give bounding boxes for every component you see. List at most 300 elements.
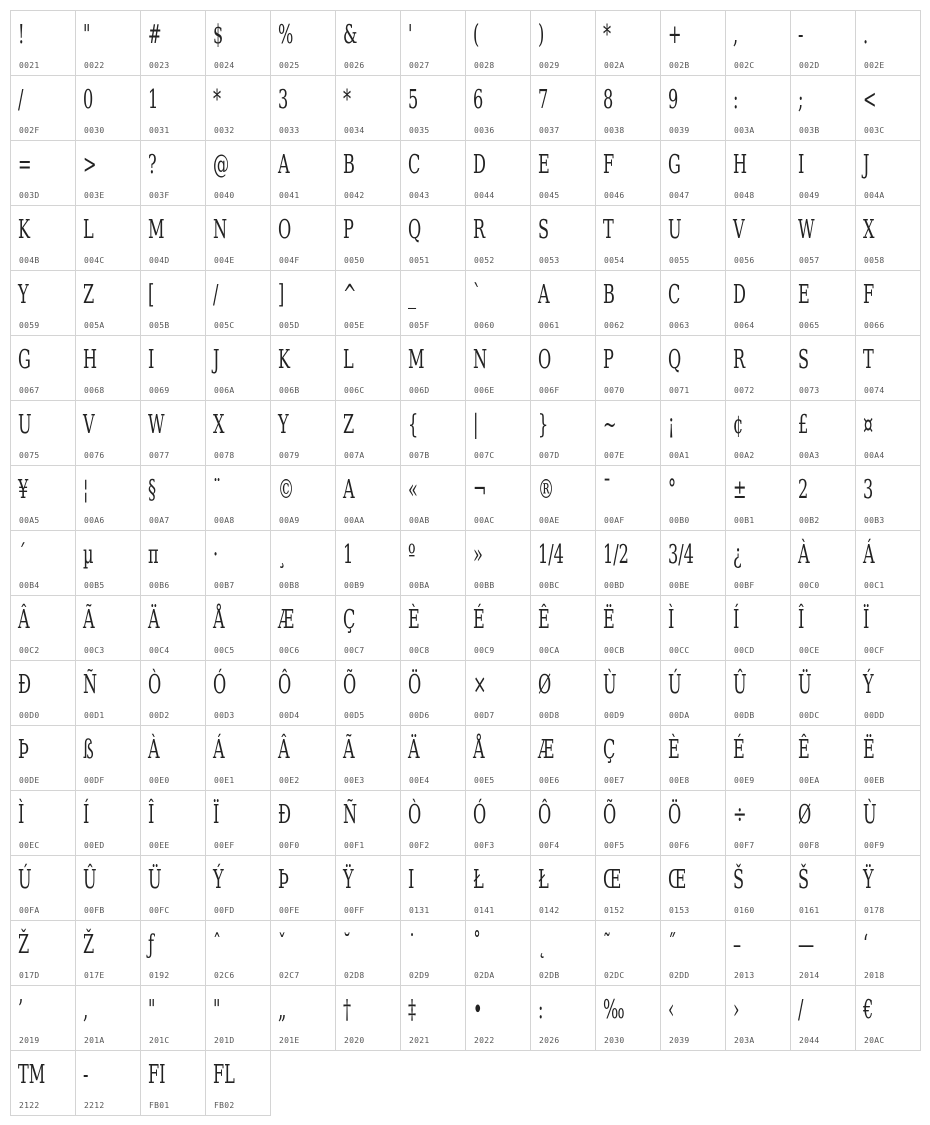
glyph-codepoint-label: 0131: [409, 906, 430, 915]
glyph-cell: [465, 270, 531, 336]
glyph-codepoint-label: 00EE: [149, 841, 170, 850]
glyph-cell: [530, 985, 596, 1051]
glyph-cell: [75, 725, 141, 791]
glyph-sample: Ò: [148, 670, 162, 700]
glyph-cell: [725, 205, 791, 271]
glyph-codepoint-label: 0063: [669, 321, 690, 330]
glyph-codepoint-label: 0060: [474, 321, 495, 330]
glyph-codepoint-label: 00BB: [474, 581, 495, 590]
glyph-cell: [10, 790, 76, 856]
glyph-sample: ·: [213, 540, 219, 570]
glyph-cell: [335, 530, 401, 596]
glyph-cell: [335, 920, 401, 986]
glyph-codepoint-label: 0077: [149, 451, 170, 460]
glyph-sample: Ø: [538, 670, 552, 700]
glyph-sample: %: [278, 20, 294, 50]
glyph-cell: [465, 335, 531, 401]
glyph-cell: [10, 595, 76, 661]
glyph-sample: Ì: [18, 800, 25, 830]
glyph-cell: [140, 985, 206, 1051]
glyph-cell: [75, 465, 141, 531]
glyph-codepoint-label: 02DA: [474, 971, 495, 980]
glyph-sample: ;: [798, 85, 804, 115]
glyph-codepoint-label: 00C8: [409, 646, 430, 655]
glyph-sample: 6: [473, 85, 484, 115]
glyph-sample: Š: [798, 865, 810, 895]
glyph-cell: [725, 270, 791, 336]
glyph-cell: [75, 530, 141, 596]
glyph-codepoint-label: 00A5: [19, 516, 40, 525]
glyph-sample: ƒ: [148, 930, 154, 960]
glyph-cell: [75, 400, 141, 466]
glyph-cell: [595, 335, 661, 401]
glyph-codepoint-label: 0031: [149, 126, 170, 135]
glyph-codepoint-label: 0192: [149, 971, 170, 980]
glyph-codepoint-label: 203A: [734, 1036, 755, 1045]
glyph-cell: [270, 855, 336, 921]
glyph-cell: [660, 790, 726, 856]
glyph-codepoint-label: 201A: [84, 1036, 105, 1045]
glyph-sample: Î: [148, 800, 155, 830]
glyph-sample: |: [473, 410, 479, 440]
glyph-codepoint-label: 2021: [409, 1036, 430, 1045]
glyph-codepoint-label: 0040: [214, 191, 235, 200]
glyph-sample: †: [343, 995, 352, 1025]
glyph-sample: 7: [538, 85, 549, 115]
glyph-codepoint-label: 004A: [864, 191, 885, 200]
glyph-codepoint-label: 00FD: [214, 906, 235, 915]
glyph-cell: [400, 75, 466, 141]
glyph-cell: [595, 530, 661, 596]
glyph-sample: ˚: [473, 930, 482, 960]
glyph-codepoint-label: 00B4: [19, 581, 40, 590]
glyph-cell: [465, 205, 531, 271]
glyph-sample: Ó: [473, 800, 487, 830]
glyph-cell: [205, 465, 271, 531]
glyph-sample: ‰: [603, 995, 625, 1025]
glyph-cell: [140, 205, 206, 271]
glyph-cell: [140, 400, 206, 466]
glyph-sample: Ÿ: [863, 865, 874, 895]
glyph-sample: 8: [603, 85, 614, 115]
glyph-sample: *: [343, 85, 352, 115]
glyph-cell: [465, 530, 531, 596]
glyph-codepoint-label: 00F0: [279, 841, 300, 850]
glyph-sample: Á: [863, 540, 875, 570]
glyph-codepoint-label: 00B5: [84, 581, 105, 590]
glyph-sample: U: [18, 410, 32, 440]
glyph-codepoint-label: 00C6: [279, 646, 300, 655]
glyph-sample: I: [408, 865, 415, 895]
glyph-codepoint-label: 00E7: [604, 776, 625, 785]
glyph-sample: 3: [278, 85, 289, 115]
glyph-cell: [140, 790, 206, 856]
glyph-sample: Â: [18, 605, 30, 635]
glyph-sample: ": [83, 20, 91, 50]
glyph-cell: [725, 725, 791, 791]
glyph-sample: {: [408, 410, 419, 440]
glyph-cell: [530, 725, 596, 791]
glyph-sample: D: [473, 150, 486, 180]
glyph-cell: [10, 10, 76, 76]
glyph-codepoint-label: 00F5: [604, 841, 625, 850]
glyph-sample: É: [733, 735, 745, 765]
glyph-codepoint-label: 00AB: [409, 516, 430, 525]
glyph-cell: [205, 530, 271, 596]
glyph-codepoint-label: 00CC: [669, 646, 690, 655]
glyph-sample: Ý: [213, 865, 224, 895]
glyph-cell: [530, 595, 596, 661]
glyph-sample: ˆ: [213, 930, 222, 960]
glyph-codepoint-label: 00B7: [214, 581, 235, 590]
glyph-sample: Ç: [343, 605, 356, 635]
glyph-cell: [660, 75, 726, 141]
glyph-codepoint-label: 00CF: [864, 646, 885, 655]
glyph-codepoint-label: 00A8: [214, 516, 235, 525]
glyph-sample: I: [798, 150, 805, 180]
glyph-sample: G: [18, 345, 31, 375]
glyph-cell: [140, 465, 206, 531]
glyph-cell: [790, 10, 856, 76]
glyph-cell: [855, 140, 921, 206]
glyph-sample: C: [408, 150, 421, 180]
glyph-codepoint-label: 00F4: [539, 841, 560, 850]
glyph-cell: [140, 140, 206, 206]
glyph-cell: [75, 855, 141, 921]
glyph-sample: !: [18, 20, 25, 50]
glyph-codepoint-label: 005B: [149, 321, 170, 330]
glyph-cell: [335, 400, 401, 466]
glyph-codepoint-label: 0051: [409, 256, 430, 265]
glyph-cell: [855, 400, 921, 466]
glyph-codepoint-label: 2039: [669, 1036, 690, 1045]
glyph-sample: 0: [83, 85, 94, 115]
glyph-codepoint-label: 00C1: [864, 581, 885, 590]
glyph-sample: =: [18, 150, 32, 180]
glyph-cell: [660, 595, 726, 661]
glyph-sample: ~: [603, 410, 617, 440]
glyph-cell: [530, 10, 596, 76]
glyph-sample: π: [148, 540, 159, 570]
glyph-codepoint-label: 00D9: [604, 711, 625, 720]
glyph-cell: [725, 985, 791, 1051]
glyph-cell: [725, 920, 791, 986]
glyph-sample: À: [798, 540, 810, 570]
glyph-sample: }: [538, 410, 549, 440]
glyph-codepoint-label: 00AF: [604, 516, 625, 525]
glyph-sample: Ù: [603, 670, 617, 700]
glyph-cell: [10, 270, 76, 336]
glyph-codepoint-label: 0161: [799, 906, 820, 915]
glyph-cell: [400, 400, 466, 466]
glyph-cell: [855, 205, 921, 271]
glyph-sample: ¥: [18, 475, 29, 505]
glyph-sample: ": [148, 995, 156, 1025]
glyph-sample: Ð: [278, 800, 292, 830]
glyph-chart-grid: [10, 10, 920, 1115]
glyph-sample: Ø: [798, 800, 812, 830]
glyph-sample: <: [863, 85, 877, 115]
glyph-sample: ‹: [668, 995, 675, 1025]
glyph-sample: ¢: [733, 410, 744, 440]
glyph-codepoint-label: 007D: [539, 451, 560, 460]
glyph-cell: [205, 1050, 271, 1116]
glyph-codepoint-label: 201E: [279, 1036, 300, 1045]
glyph-codepoint-label: 0049: [799, 191, 820, 200]
glyph-sample: Á: [213, 735, 225, 765]
glyph-cell: [270, 400, 336, 466]
glyph-sample: Å: [213, 605, 225, 635]
glyph-sample: V: [83, 410, 95, 440]
glyph-sample: Ï: [213, 800, 220, 830]
glyph-codepoint-label: 0046: [604, 191, 625, 200]
glyph-codepoint-label: 006F: [539, 386, 560, 395]
glyph-cell: [205, 205, 271, 271]
glyph-codepoint-label: 0078: [214, 451, 235, 460]
glyph-cell: [660, 920, 726, 986]
glyph-sample: ˜: [603, 930, 612, 960]
glyph-cell: [855, 335, 921, 401]
glyph-cell: [595, 985, 661, 1051]
glyph-codepoint-label: 0024: [214, 61, 235, 70]
glyph-cell: [335, 335, 401, 401]
glyph-sample: µ: [83, 540, 94, 570]
glyph-cell: [140, 595, 206, 661]
glyph-sample: -: [83, 1060, 89, 1090]
glyph-cell: [790, 140, 856, 206]
glyph-codepoint-label: 003C: [864, 126, 885, 135]
glyph-codepoint-label: 00D6: [409, 711, 430, 720]
glyph-sample: £: [798, 410, 809, 440]
glyph-codepoint-label: 00C0: [799, 581, 820, 590]
glyph-codepoint-label: 0027: [409, 61, 430, 70]
glyph-codepoint-label: 2212: [84, 1101, 105, 1110]
glyph-codepoint-label: 005C: [214, 321, 235, 330]
glyph-codepoint-label: 00A6: [84, 516, 105, 525]
glyph-codepoint-label: 00D0: [19, 711, 40, 720]
glyph-codepoint-label: 00E6: [539, 776, 560, 785]
glyph-cell: [270, 595, 336, 661]
glyph-cell: [660, 465, 726, 531]
glyph-cell: [400, 595, 466, 661]
glyph-codepoint-label: 2019: [19, 1036, 40, 1045]
glyph-cell: [75, 920, 141, 986]
glyph-sample: L: [343, 345, 354, 375]
glyph-sample: Ú: [18, 865, 32, 895]
glyph-cell: [75, 1050, 141, 1116]
glyph-cell: [530, 920, 596, 986]
glyph-sample: /: [798, 995, 804, 1025]
glyph-codepoint-label: 0028: [474, 61, 495, 70]
glyph-sample: 1/4: [538, 540, 564, 570]
glyph-codepoint-label: 0038: [604, 126, 625, 135]
glyph-cell: [400, 725, 466, 791]
glyph-sample: ': [408, 20, 413, 50]
glyph-sample: 2: [798, 475, 809, 505]
glyph-cell: [75, 985, 141, 1051]
glyph-sample: §: [148, 475, 157, 505]
glyph-cell: [595, 205, 661, 271]
glyph-cell: [790, 465, 856, 531]
glyph-cell: [335, 140, 401, 206]
glyph-sample: /: [18, 85, 24, 115]
glyph-codepoint-label: 0069: [149, 386, 170, 395]
glyph-codepoint-label: 0055: [669, 256, 690, 265]
glyph-codepoint-label: 0068: [84, 386, 105, 395]
glyph-cell: [75, 205, 141, 271]
glyph-cell: [205, 335, 271, 401]
glyph-codepoint-label: 0141: [474, 906, 495, 915]
glyph-sample: :: [733, 85, 739, 115]
glyph-sample: 9: [668, 85, 679, 115]
glyph-sample: Ñ: [343, 800, 358, 830]
glyph-codepoint-label: 00E3: [344, 776, 365, 785]
glyph-codepoint-label: 00DF: [84, 776, 105, 785]
glyph-cell: [205, 270, 271, 336]
glyph-sample: ¤: [863, 410, 874, 440]
glyph-sample: -: [798, 20, 804, 50]
glyph-codepoint-label: 002B: [669, 61, 690, 70]
glyph-cell: [790, 595, 856, 661]
glyph-sample: X: [863, 215, 875, 245]
glyph-sample: Ó: [213, 670, 227, 700]
glyph-sample: [: [148, 280, 155, 310]
glyph-sample: P: [603, 345, 614, 375]
glyph-sample: @: [213, 150, 230, 180]
glyph-cell: [10, 400, 76, 466]
glyph-sample: –: [733, 930, 742, 960]
glyph-codepoint-label: 0073: [799, 386, 820, 395]
glyph-sample: J: [213, 345, 220, 375]
glyph-sample: I: [148, 345, 155, 375]
glyph-codepoint-label: 00D7: [474, 711, 495, 720]
glyph-sample: Õ: [343, 670, 357, 700]
glyph-cell: [75, 790, 141, 856]
glyph-codepoint-label: 0057: [799, 256, 820, 265]
glyph-sample: /: [213, 280, 219, 310]
glyph-sample: Ä: [148, 605, 160, 635]
glyph-codepoint-label: 2026: [539, 1036, 560, 1045]
glyph-codepoint-label: 00BE: [669, 581, 690, 590]
glyph-codepoint-label: 00D5: [344, 711, 365, 720]
glyph-cell: [140, 1050, 206, 1116]
glyph-codepoint-label: 00F6: [669, 841, 690, 850]
glyph-codepoint-label: 0023: [149, 61, 170, 70]
glyph-sample: J: [863, 150, 870, 180]
glyph-cell: [335, 985, 401, 1051]
glyph-cell: [335, 75, 401, 141]
glyph-cell: [530, 855, 596, 921]
glyph-codepoint-label: 007E: [604, 451, 625, 460]
glyph-sample: É: [473, 605, 485, 635]
glyph-sample: ^: [343, 280, 357, 310]
glyph-cell: [335, 205, 401, 271]
glyph-codepoint-label: 00EC: [19, 841, 40, 850]
glyph-sample: 3: [863, 475, 874, 505]
glyph-sample: Å: [473, 735, 485, 765]
glyph-sample: T: [863, 345, 874, 375]
glyph-sample: .: [863, 20, 869, 50]
glyph-sample: Ê: [798, 735, 810, 765]
glyph-cell: [790, 75, 856, 141]
glyph-codepoint-label: 0048: [734, 191, 755, 200]
glyph-cell: [10, 205, 76, 271]
glyph-sample: «: [408, 475, 418, 505]
glyph-sample: L: [83, 215, 94, 245]
glyph-sample: >: [83, 150, 97, 180]
glyph-codepoint-label: 00C9: [474, 646, 495, 655]
glyph-cell: [270, 660, 336, 726]
glyph-cell: [595, 10, 661, 76]
glyph-codepoint-label: 02DD: [669, 971, 690, 980]
glyph-codepoint-label: 003A: [734, 126, 755, 135]
glyph-sample: ¯: [603, 475, 612, 505]
glyph-cell: [855, 530, 921, 596]
glyph-codepoint-label: 00E5: [474, 776, 495, 785]
glyph-codepoint-label: 02D9: [409, 971, 430, 980]
glyph-cell: [10, 855, 76, 921]
glyph-cell: [205, 10, 271, 76]
glyph-sample: Ö: [668, 800, 682, 830]
glyph-sample: Ë: [863, 735, 875, 765]
glyph-sample: *: [603, 20, 612, 50]
glyph-sample: E: [538, 150, 550, 180]
glyph-cell: [595, 400, 661, 466]
glyph-codepoint-label: 00BF: [734, 581, 755, 590]
glyph-sample: S: [798, 345, 810, 375]
glyph-sample: ˝: [668, 930, 677, 960]
glyph-sample: ¸: [278, 540, 287, 570]
glyph-sample: Ł: [538, 865, 549, 895]
glyph-codepoint-label: 0025: [279, 61, 300, 70]
glyph-cell: [140, 270, 206, 336]
glyph-cell: [725, 660, 791, 726]
glyph-sample: Î: [798, 605, 805, 635]
glyph-sample: Ï: [863, 605, 870, 635]
glyph-codepoint-label: 00C2: [19, 646, 40, 655]
glyph-cell: [10, 725, 76, 791]
glyph-cell: [660, 205, 726, 271]
glyph-cell: [790, 985, 856, 1051]
glyph-cell: [10, 75, 76, 141]
glyph-cell: [790, 530, 856, 596]
glyph-sample: F: [863, 280, 875, 310]
glyph-codepoint-label: FB01: [149, 1101, 170, 1110]
glyph-sample: Ÿ: [343, 865, 354, 895]
glyph-codepoint-label: 00F8: [799, 841, 820, 850]
glyph-sample: ¨: [213, 475, 222, 505]
glyph-sample: Þ: [18, 735, 29, 765]
glyph-cell: [595, 920, 661, 986]
glyph-codepoint-label: 2044: [799, 1036, 820, 1045]
glyph-sample: T: [603, 215, 614, 245]
glyph-cell: [400, 140, 466, 206]
glyph-cell: [400, 530, 466, 596]
glyph-sample: Ô: [538, 800, 552, 830]
glyph-sample: Â: [278, 735, 290, 765]
glyph-cell: [725, 400, 791, 466]
glyph-cell: [335, 660, 401, 726]
glyph-sample: B: [603, 280, 615, 310]
glyph-codepoint-label: 02C6: [214, 971, 235, 980]
glyph-cell: [465, 75, 531, 141]
glyph-codepoint-label: 004B: [19, 256, 40, 265]
glyph-codepoint-label: 0066: [864, 321, 885, 330]
glyph-cell: [725, 75, 791, 141]
glyph-codepoint-label: 00FE: [279, 906, 300, 915]
glyph-cell: [335, 10, 401, 76]
glyph-sample: ˙: [408, 930, 417, 960]
